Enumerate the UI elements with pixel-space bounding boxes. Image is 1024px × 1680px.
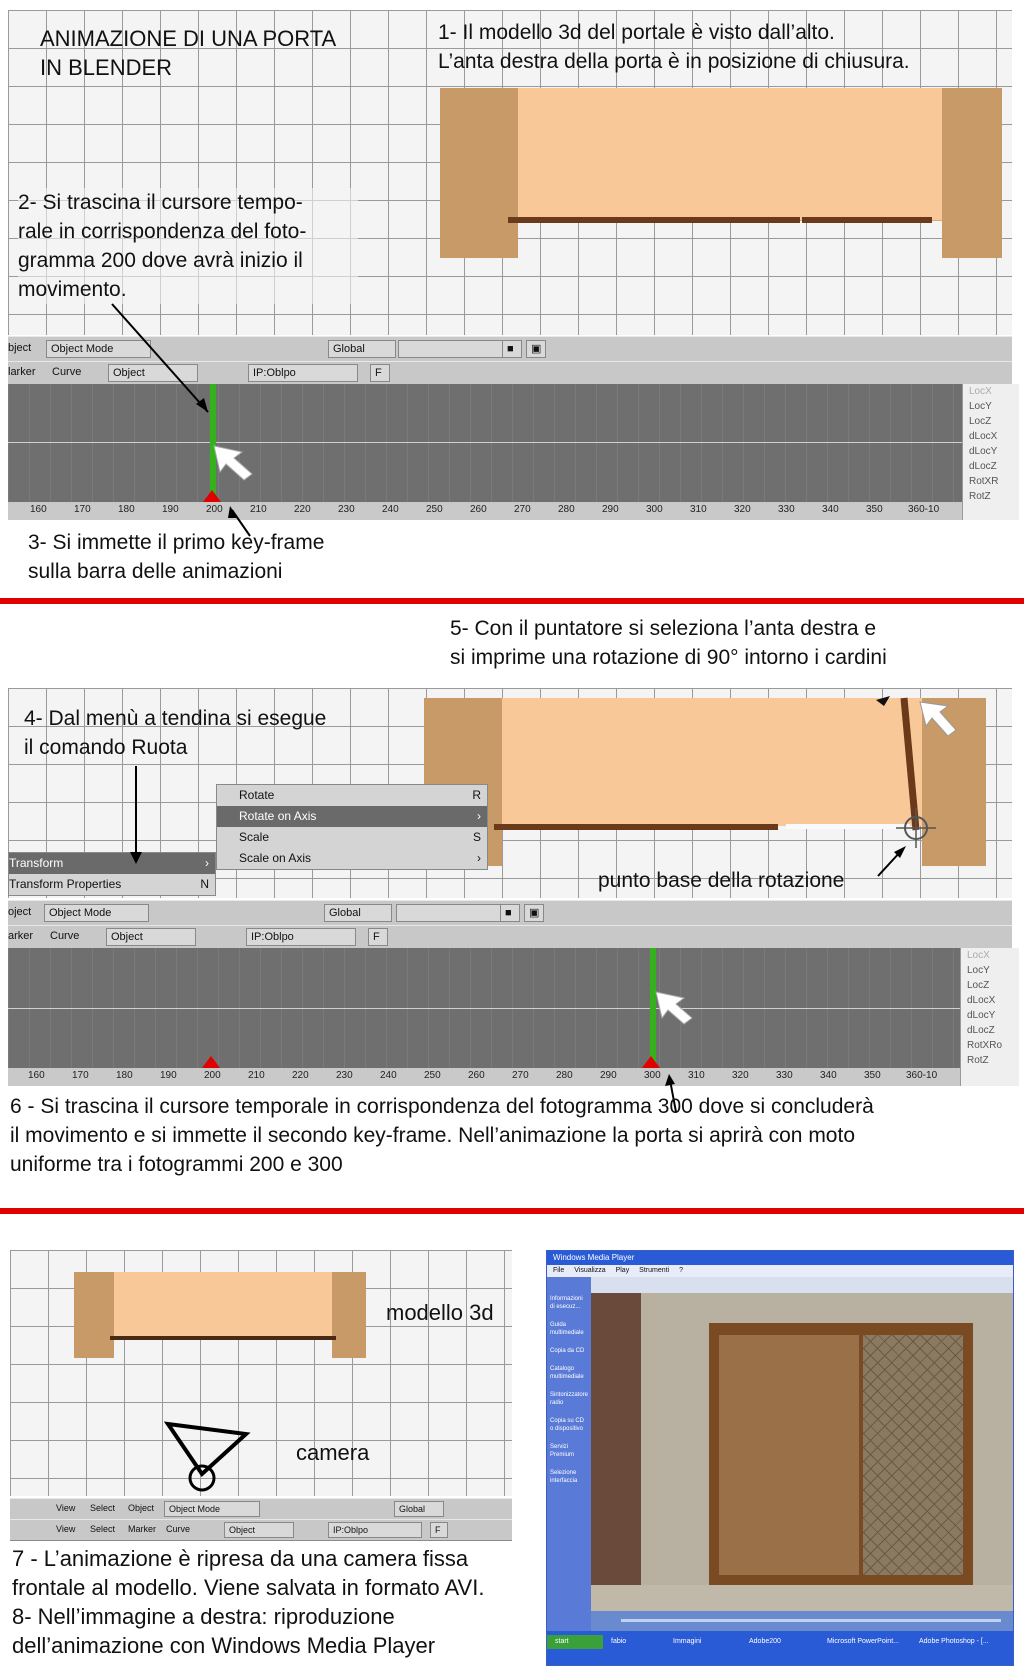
small-door-model[interactable] <box>74 1272 366 1358</box>
ruler-label: 210 <box>248 1070 265 1081</box>
ruler-label: 180 <box>118 504 135 515</box>
wmp-sidebar <box>547 1277 591 1631</box>
curve-menu[interactable]: Curve <box>166 1524 191 1534</box>
wmp-title-bar[interactable] <box>547 1251 1014 1265</box>
ruler-label: 190 <box>162 504 179 515</box>
seek-bar[interactable] <box>621 1619 1001 1622</box>
channel-locz[interactable]: LocZ <box>967 980 990 991</box>
ruler-label: 230 <box>338 504 355 515</box>
marker-menu[interactable]: larker <box>8 366 36 378</box>
ruler-label: 250 <box>426 504 443 515</box>
ruler-label: 190 <box>160 1070 177 1081</box>
ipo-fake-user-button[interactable]: F <box>430 1522 448 1538</box>
step2-caption: 2- Si trascina il cursore tempo- rale in corrispondenza del foto- gramma 200 dove avrà inizio il movimento. <box>18 188 358 304</box>
wmp-sidebar-item[interactable]: Informazioni di esecuz... <box>550 1296 583 1310</box>
wmp-sidebar-item[interactable]: Guida multimediale <box>550 1322 584 1336</box>
menu-item-scale-on-axis[interactable] <box>217 848 487 869</box>
submenu-arrow-icon: › <box>477 851 481 865</box>
menu-item-label: Scale <box>239 830 270 844</box>
section-separator-1 <box>0 598 1024 604</box>
taskbar-item[interactable]: Microsoft PowerPoint... <box>827 1638 899 1645</box>
ruler-label: 360-10 <box>906 1070 938 1081</box>
menu-item-transform[interactable] <box>9 853 215 874</box>
step4-down-arrow <box>126 766 146 866</box>
menu-item-rotate[interactable] <box>217 785 487 806</box>
channel-rotz[interactable]: RotZ <box>967 1055 989 1066</box>
channel-dlocz[interactable]: dLocZ <box>969 461 997 472</box>
ipo-name-field[interactable]: IP:Oblpo <box>246 928 356 946</box>
wmp-menu-play[interactable]: Play <box>615 1267 630 1274</box>
ipo-name-field[interactable]: IP:Oblpo <box>328 1522 422 1538</box>
step6-caption: 6 - Si trascina il cursore temporale in corrispondenza del fotogramma 300 dove si concluderà il movimento e si immette il secondo key-frame. Nell’animazione la porta si aprirà con moto uniforme tra i fotogrammi 200 e 300 <box>10 1095 874 1176</box>
global-select[interactable]: Global <box>394 1501 444 1517</box>
camera-icon[interactable] <box>162 1418 252 1494</box>
submenu-arrow-icon: › <box>477 809 481 823</box>
ruler-label: 260 <box>468 1070 485 1081</box>
channel-locy[interactable]: LocY <box>969 401 992 412</box>
section-separator-2 <box>0 1208 1024 1214</box>
wall-left <box>74 1272 114 1358</box>
global-select[interactable]: Global <box>324 904 392 922</box>
start-label: start <box>555 1638 569 1645</box>
ruler-label: 350 <box>866 504 883 515</box>
ipo-fake-user-button[interactable]: F <box>370 364 390 382</box>
video-door-panel-right <box>863 1335 963 1575</box>
wmp-window[interactable] <box>546 1250 1014 1666</box>
wmp-menu-help[interactable]: ? <box>679 1267 683 1274</box>
ruler-label: 230 <box>336 1070 353 1081</box>
menu-item-label: Rotate on Axis <box>239 809 317 823</box>
ruler-label: 310 <box>690 504 707 515</box>
windows-taskbar <box>547 1631 1013 1665</box>
ipo-horizontal-line <box>8 1008 960 1009</box>
object-select[interactable]: Object <box>106 928 196 946</box>
ruler-label: 270 <box>512 1070 529 1081</box>
ruler-label: 290 <box>602 504 619 515</box>
wmp-sidebar-item[interactable]: Catalogo multimediale <box>550 1366 584 1380</box>
wmp-menu-file[interactable]: File <box>553 1267 565 1274</box>
step4-caption: 4- Dal menù a tendina si esegue il comando Ruota <box>24 707 327 759</box>
ruler-label: 320 <box>732 1070 749 1081</box>
wmp-sidebar-item[interactable]: Sintonizzatore radio <box>550 1392 589 1406</box>
taskbar-item[interactable]: Adobe Photoshop - [... <box>919 1638 989 1645</box>
ruler-label: 290 <box>600 1070 617 1081</box>
camera-label: camera <box>296 1440 370 1465</box>
blender-toolbar-6 <box>10 1519 512 1541</box>
ruler-label: 170 <box>72 1070 89 1081</box>
view-menu[interactable]: View <box>56 1524 76 1534</box>
channel-dlocx[interactable]: dLocX <box>967 995 996 1006</box>
step1-caption: 1- Il modello 3d del portale è visto dall’alto. L’anta destra della porta è in posizione di chiusura. <box>438 21 910 73</box>
ruler-label: 340 <box>822 504 839 515</box>
step7-8-caption: 7 - L’animazione è ripresa da una camera fissa frontale al modello. Viene salvata in formato AVI. 8- Nell’immagine a destra: riproduzione dell’animazione con Windows Media Player <box>12 1546 485 1658</box>
render-icon[interactable]: ▣ <box>524 904 544 922</box>
select-menu[interactable]: Select <box>90 1524 116 1534</box>
ruler-label: 320 <box>734 504 751 515</box>
channel-dlocx[interactable]: dLocX <box>969 431 998 442</box>
submenu-arrow-icon: › <box>205 856 209 870</box>
channel-dlocz[interactable]: dLocZ <box>967 1025 995 1036</box>
wall-right <box>332 1272 366 1358</box>
wmp-sidebar-item[interactable]: Copia da CD <box>550 1348 585 1354</box>
context-menu-left <box>8 852 216 896</box>
video-door-panel-left <box>719 1335 859 1575</box>
pointer-arrow-icon <box>652 988 698 1028</box>
object-select[interactable]: Object <box>224 1522 294 1538</box>
frame-ruler-2[interactable] <box>8 1068 960 1086</box>
channel-locy[interactable]: LocY <box>967 965 990 976</box>
menu-item-label: Rotate <box>239 788 275 802</box>
menu-shortcut: R <box>472 788 481 802</box>
model-3d-label: modello 3d <box>386 1300 494 1325</box>
object-mode-select[interactable]: Object Mode <box>46 340 151 358</box>
door-beam <box>110 1336 336 1340</box>
wmp-menu-tools[interactable]: Strumenti <box>639 1267 670 1274</box>
start-button[interactable] <box>547 1635 603 1649</box>
ruler-label: 280 <box>558 504 575 515</box>
step3-caption: 3- Si immette il primo key-frame sulla barra delle animazioni <box>28 531 325 583</box>
ruler-label: 300 <box>646 504 663 515</box>
video-wall-left <box>591 1293 641 1611</box>
channel-dlocy[interactable]: dLocY <box>969 446 998 457</box>
ruler-label: 200 <box>206 504 223 515</box>
select-menu[interactable]: Select <box>90 1503 116 1513</box>
wmp-sidebar-item[interactable]: Servizi Premium <box>550 1444 575 1458</box>
marker-menu[interactable]: Marker <box>128 1524 157 1534</box>
context-menu-transform <box>216 784 488 870</box>
object-mode-select[interactable]: Object Mode <box>44 904 149 922</box>
wmp-menu-bar <box>547 1265 1014 1277</box>
keyframe-marker-300[interactable] <box>642 1056 660 1068</box>
lock-icon[interactable]: ■ <box>502 340 522 358</box>
channel-rotz[interactable]: RotZ <box>969 491 991 502</box>
object-select[interactable]: Object <box>108 364 198 382</box>
channel-locx[interactable]: LocX <box>967 950 990 961</box>
toolbar-object-menu[interactable]: bject <box>8 342 32 354</box>
menu-item-label: Transform Properties <box>9 877 122 891</box>
ruler-label: 200 <box>204 1070 221 1081</box>
taskbar-item[interactable]: fabio <box>611 1638 627 1645</box>
channel-locx[interactable]: LocX <box>969 386 992 397</box>
blender-toolbar-3 <box>8 900 1012 926</box>
step5-caption: 5- Con il puntatore si seleziona l’anta destra e si imprime una rotazione di 90° intorno i cardini <box>450 617 887 669</box>
marker-menu[interactable]: arker <box>8 930 34 942</box>
menu-item-rotate-on-axis[interactable] <box>217 806 487 827</box>
ipo-name-field[interactable]: IP:Oblpo <box>248 364 358 382</box>
ruler-label: 360-10 <box>908 504 940 515</box>
channel-rotx[interactable]: RotXRo <box>967 1040 1003 1051</box>
ruler-label: 220 <box>294 504 311 515</box>
curve-menu[interactable]: Curve <box>52 366 82 378</box>
render-icon[interactable]: ▣ <box>526 340 546 358</box>
door-opening <box>114 1272 332 1338</box>
menu-shortcut: S <box>472 830 481 844</box>
annotation-arrows-1 <box>0 0 1024 560</box>
ipo-editor-2[interactable] <box>8 948 960 1068</box>
view-menu[interactable]: View <box>56 1503 76 1513</box>
wmp-controls[interactable] <box>591 1611 1013 1631</box>
blender-toolbar-4 <box>8 925 1012 949</box>
wmp-title: Windows Media Player <box>553 1253 635 1262</box>
menu-shortcut: N <box>200 877 209 891</box>
wmp-menu-view[interactable]: Visualizza <box>574 1267 606 1274</box>
ruler-label: 350 <box>864 1070 881 1081</box>
channel-rotx[interactable]: RotXR <box>969 476 999 487</box>
blender-toolbar-5 <box>10 1498 512 1520</box>
taskbar-item[interactable]: Adobe200 <box>749 1638 781 1645</box>
ruler-label: 250 <box>424 1070 441 1081</box>
menu-item-label: Transform <box>9 856 64 870</box>
wmp-sidebar-item[interactable]: Selezione interfaccia <box>550 1470 578 1484</box>
menu-item-scale[interactable] <box>217 827 487 848</box>
channel-locz[interactable]: LocZ <box>969 416 992 427</box>
ruler-label: 240 <box>380 1070 397 1081</box>
menu-item-transform-properties[interactable] <box>9 874 215 895</box>
ruler-label: 270 <box>514 504 531 515</box>
ruler-label: 260 <box>470 504 487 515</box>
wmp-video-frame[interactable] <box>591 1293 1013 1611</box>
wmp-sidebar-item[interactable]: Copia su CD o dispositivo <box>550 1418 585 1432</box>
ruler-label: 210 <box>250 504 267 515</box>
rotation-overlay <box>400 690 1000 890</box>
ruler-label: 340 <box>820 1070 837 1081</box>
menu-item-label: Scale on Axis <box>239 851 312 865</box>
ruler-label: 300 <box>644 1070 661 1081</box>
ruler-label: 160 <box>28 1070 45 1081</box>
ruler-label: 240 <box>382 504 399 515</box>
taskbar-item[interactable]: Immagini <box>673 1638 702 1645</box>
ruler-label: 170 <box>74 504 91 515</box>
channel-dlocy[interactable]: dLocY <box>967 1010 996 1021</box>
section1-title: ANIMAZIONE DI UNA PORTA IN BLENDER <box>40 26 337 80</box>
object-menu[interactable]: Object <box>128 1503 155 1513</box>
keyframe-marker-200[interactable] <box>202 1056 220 1068</box>
ruler-label: 180 <box>116 1070 133 1081</box>
lock-icon[interactable]: ■ <box>500 904 520 922</box>
ruler-label: 310 <box>688 1070 705 1081</box>
object-mode-select[interactable]: Object Mode <box>164 1501 260 1517</box>
curve-menu[interactable]: Curve <box>50 930 80 942</box>
ruler-label: 280 <box>556 1070 573 1081</box>
ruler-label: 330 <box>776 1070 793 1081</box>
ruler-label: 330 <box>778 504 795 515</box>
pivot-label: punto base della rotazione <box>598 869 845 892</box>
ipo-fake-user-button[interactable]: F <box>368 928 388 946</box>
ruler-label: 220 <box>292 1070 309 1081</box>
global-select[interactable]: Global <box>328 340 396 358</box>
toolbar-object-menu[interactable]: oject <box>8 906 32 918</box>
layer-buttons[interactable] <box>396 904 506 922</box>
video-floor <box>591 1585 1013 1611</box>
ipo-channel-list-2[interactable] <box>960 948 1019 1086</box>
ruler-label: 160 <box>30 504 47 515</box>
